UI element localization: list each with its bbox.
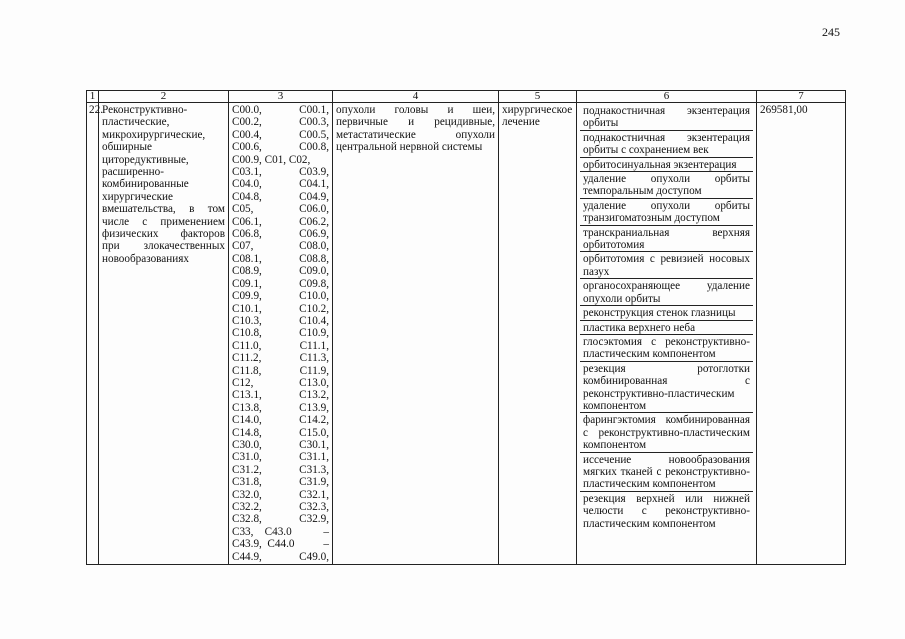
code-left: C14.8, xyxy=(232,426,262,439)
code-line xyxy=(232,451,329,463)
code-left: C30.0, xyxy=(232,438,262,451)
code-right: C11.1, xyxy=(299,339,329,352)
code-line xyxy=(232,513,329,525)
code-left: C06.1, xyxy=(232,215,262,228)
code-line xyxy=(232,178,329,190)
diagnosis-cell: опухоли головы и шеи, первичные и рецидивные, метастатические опухоли центральной нервной системы xyxy=(333,103,499,565)
code-left: C00.9, C01, C02, xyxy=(232,153,311,166)
code-line xyxy=(232,327,329,339)
code-right: C49.0, xyxy=(299,550,329,563)
code-left: C06.8, xyxy=(232,228,262,241)
code-left: C07, xyxy=(232,240,254,253)
code-left: C04.8, xyxy=(232,190,262,203)
code-right: C09.0, xyxy=(299,265,329,278)
code-line xyxy=(232,538,329,550)
description-cell: Реконструктивно-пластические, микрохирургические, обширные циторедуктивные, расширенно-комбинированные хирургические вмешательства, в том числе с применением физических факторов при злокачественных новообразованиях xyxy=(99,103,229,565)
code-line xyxy=(232,365,329,377)
code-right: C31.3, xyxy=(299,463,329,476)
code-right: C10.0, xyxy=(299,290,329,303)
code-right: C08.8, xyxy=(299,252,329,265)
services-table xyxy=(86,90,846,565)
code-line xyxy=(232,315,329,327)
code-right: C06.0, xyxy=(299,203,329,216)
code-left: C08.9, xyxy=(232,265,262,278)
code-line xyxy=(232,464,329,476)
code-right: C30.1, xyxy=(299,438,329,451)
procedure-item: удаление опухоли орбиты транзигоматозным доступом xyxy=(580,199,753,226)
price-cell: 269581,00 xyxy=(757,103,846,565)
code-right: C00.5, xyxy=(299,128,329,141)
code-line xyxy=(232,240,329,252)
code-left: C43.9, C44.0 xyxy=(232,538,295,551)
code-left: C11.2, xyxy=(232,352,262,365)
code-right: C32.9, xyxy=(299,513,329,526)
code-line xyxy=(232,253,329,265)
code-right: C14.2, xyxy=(299,414,329,427)
code-right: C13.2, xyxy=(299,389,329,402)
code-left: C31.0, xyxy=(232,451,262,464)
code-line xyxy=(232,414,329,426)
procedure-item: удаление опухоли орбиты темпоральным доступом xyxy=(580,172,753,199)
code-right: C09.8, xyxy=(299,277,329,290)
code-line xyxy=(232,389,329,401)
code-line xyxy=(232,377,329,389)
code-left: C31.2, xyxy=(232,463,262,476)
code-right: C11.9, xyxy=(299,364,329,377)
code-line xyxy=(232,439,329,451)
code-left: C09.9, xyxy=(232,290,262,303)
code-line xyxy=(232,141,329,153)
code-right: C04.9, xyxy=(299,190,329,203)
header-row xyxy=(87,91,846,103)
code-right: C10.2, xyxy=(299,302,329,315)
code-line xyxy=(232,290,329,302)
code-line xyxy=(232,228,329,240)
row-number: 22. xyxy=(87,103,99,565)
code-left: C13.1, xyxy=(232,389,262,402)
header-cell-3: 3 xyxy=(229,91,333,103)
code-left: C00.0, xyxy=(232,104,262,116)
code-right: C32.3, xyxy=(299,501,329,513)
code-right: C31.1, xyxy=(299,451,329,464)
procedure-item: фарингэктомия комбинированная с реконструктивно-пластическим компонентом xyxy=(580,413,753,452)
code-left: C12, xyxy=(232,376,254,389)
code-left: C08.1, xyxy=(232,252,262,265)
code-left: C05, xyxy=(232,203,254,216)
code-right: – xyxy=(323,538,329,551)
code-line xyxy=(232,526,329,538)
code-line xyxy=(232,402,329,414)
code-right: C00.1, xyxy=(299,104,329,116)
code-line xyxy=(232,551,329,563)
procedure-item: реконструкция стенок глазницы xyxy=(580,306,753,320)
header-cell-4: 4 xyxy=(333,91,499,103)
header-cell-6: 6 xyxy=(577,91,757,103)
procedure-item: поднакостничная экзентерация орбиты xyxy=(580,104,753,131)
code-left: C00.6, xyxy=(232,141,262,154)
treatment-cell: хирургическое лечение xyxy=(499,103,577,565)
procedure-item: транскраниальная верхняя орбитотомия xyxy=(580,226,753,253)
code-line xyxy=(232,476,329,488)
procedure-item: пластика верхнего неба xyxy=(580,321,753,335)
procedure-item: поднакостничная экзентерация орбиты с сохранением век xyxy=(580,131,753,158)
code-right: C15.0, xyxy=(299,426,329,439)
code-right: C32.1, xyxy=(299,488,329,501)
code-right: C06.2, xyxy=(299,215,329,228)
procedure-item: глосэктомия с реконструктивно-пластическим компонентом xyxy=(580,335,753,362)
code-line xyxy=(232,116,329,128)
code-right: C06.9, xyxy=(299,228,329,241)
code-right: C13.9, xyxy=(299,401,329,414)
code-line xyxy=(232,265,329,277)
code-line xyxy=(232,216,329,228)
procedure-list xyxy=(580,104,753,530)
header-cell-1: 1 xyxy=(87,91,99,103)
code-left: C10.3, xyxy=(232,314,262,327)
code-line xyxy=(232,104,329,116)
code-left: C14.0, xyxy=(232,414,262,427)
code-line xyxy=(232,203,329,215)
code-right: C10.4, xyxy=(299,314,329,327)
header-cell-2: 2 xyxy=(99,91,229,103)
header-cell-7: 7 xyxy=(757,91,846,103)
code-line xyxy=(232,129,329,141)
codes-cell xyxy=(229,103,333,565)
code-left: C44.9, xyxy=(232,550,262,563)
code-left: C10.1, xyxy=(232,302,262,315)
code-left: C32.8, xyxy=(232,513,262,526)
code-left: C11.0, xyxy=(232,339,262,352)
procedure-item: орбитотомия с ревизией носовых пазух xyxy=(580,252,753,279)
procedure-item: орбитосинуальная экзентерация xyxy=(580,158,753,172)
code-right: C08.0, xyxy=(299,240,329,253)
code-right: C31.9, xyxy=(299,476,329,489)
code-line xyxy=(232,340,329,352)
code-left: C00.4, xyxy=(232,128,262,141)
code-line xyxy=(232,278,329,290)
procedure-item: резекция ротоглотки комбинированная с реконструктивно-пластическим компонентом xyxy=(580,362,753,414)
table-row xyxy=(87,103,846,565)
code-right: – xyxy=(323,525,329,538)
code-left: C33, C43.0 xyxy=(232,525,292,538)
code-left: C09.1, xyxy=(232,277,262,290)
procedure-item: иссечение новообразования мягких тканей с реконструктивно-пластическим компонентом xyxy=(580,453,753,492)
code-left: C31.8, xyxy=(232,476,262,489)
code-left: C32.0, xyxy=(232,488,262,501)
code-right: C00.8, xyxy=(299,141,329,154)
code-right: C13.0, xyxy=(299,376,329,389)
code-left: C04.0, xyxy=(232,178,262,191)
code-line xyxy=(232,154,329,166)
code-left: C32.2, xyxy=(232,501,262,513)
code-line xyxy=(232,303,329,315)
code-line xyxy=(232,501,329,513)
code-left: C10.8, xyxy=(232,327,262,340)
code-right: C03.9, xyxy=(299,166,329,179)
code-left: C13.8, xyxy=(232,401,262,414)
code-left: C00.2, xyxy=(232,116,262,129)
code-list xyxy=(232,104,329,563)
code-right: C11.3, xyxy=(299,352,329,365)
procedure-item: резекция верхней или нижней челюсти с реконструктивно-пластическим компонентом xyxy=(583,492,750,530)
code-left: C11.8, xyxy=(232,364,262,377)
code-line xyxy=(232,191,329,203)
code-line xyxy=(232,166,329,178)
code-line xyxy=(232,427,329,439)
procedure-item: органосохраняющее удаление опухоли орбиты xyxy=(580,279,753,306)
page-number: 245 xyxy=(822,25,840,39)
procedures-cell xyxy=(577,103,757,565)
code-left: C03.1, xyxy=(232,166,262,179)
code-line xyxy=(232,489,329,501)
code-right: C00.3, xyxy=(299,116,329,129)
code-line xyxy=(232,352,329,364)
code-right: C04.1, xyxy=(299,178,329,191)
header-cell-5: 5 xyxy=(499,91,577,103)
code-right: C10.9, xyxy=(299,327,329,340)
